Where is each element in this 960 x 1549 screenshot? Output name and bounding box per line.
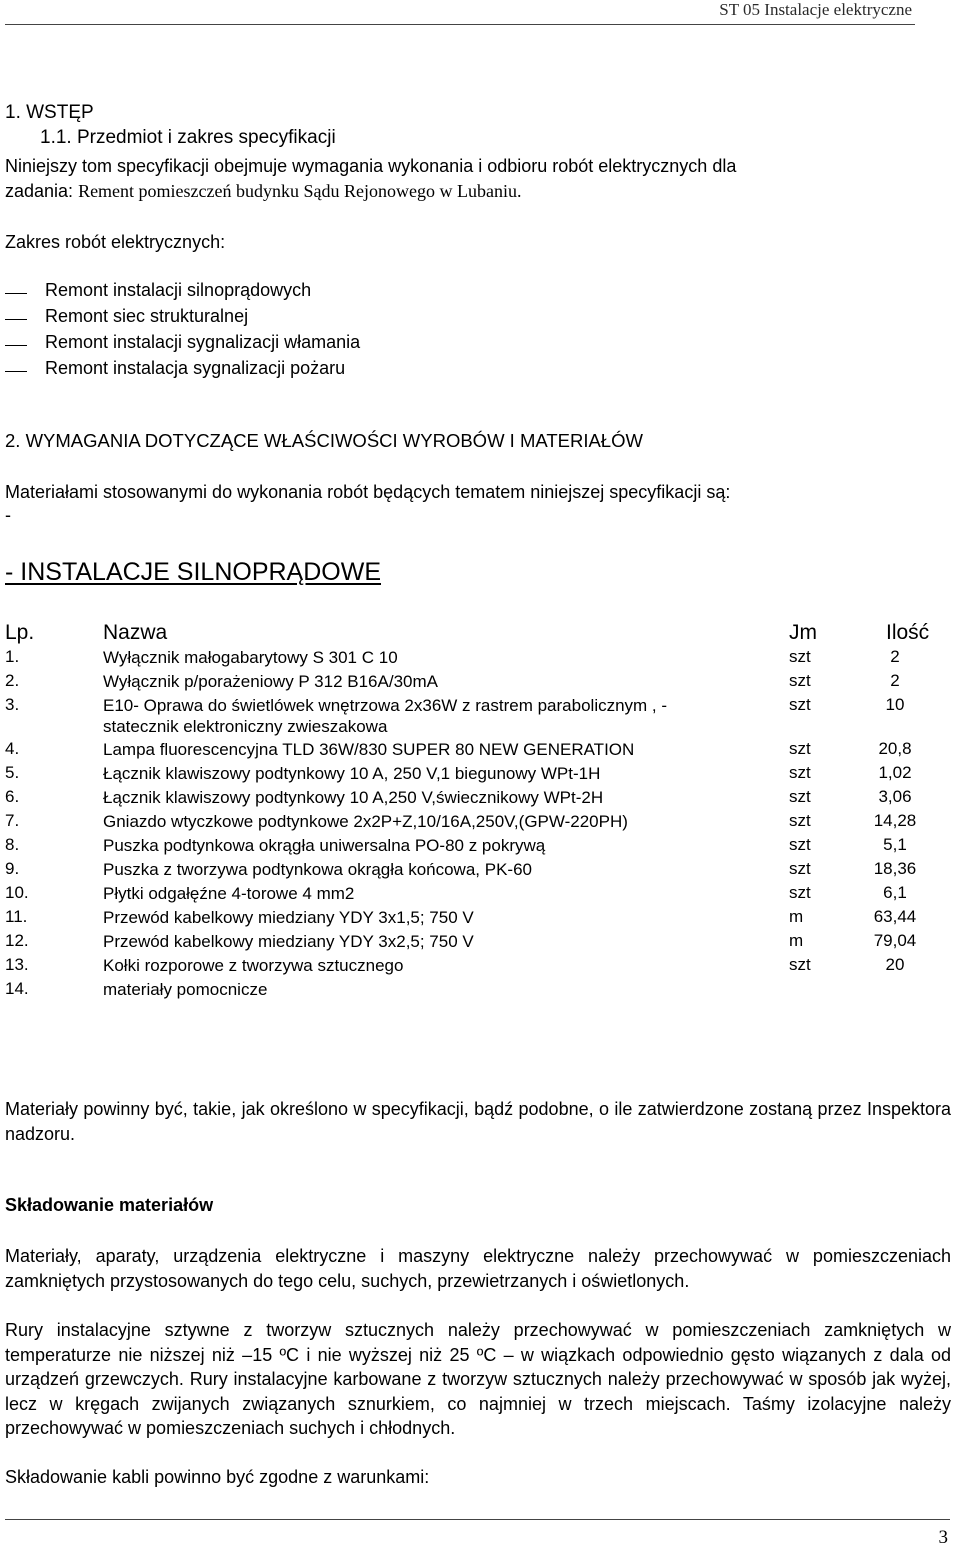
materials-note: Materiały powinny być, takie, jak określono w specyfikacji, bądź podobne, o ile zatwierdzone zostaną przez Inspektora nadzoru. <box>5 1099 951 1144</box>
cell-qty: 3,06 <box>878 787 912 806</box>
table-row <box>0 859 960 883</box>
table-row <box>0 883 960 907</box>
cell-qty: 6,1 <box>883 883 907 902</box>
cell-lp: 4. <box>5 739 20 758</box>
cell-name: Przewód kabelkowy miedziany YDY 3x2,5; 750 V <box>103 932 474 951</box>
column-header-lp: Lp. <box>5 621 35 644</box>
intro-line-1: Niniejszy tom specyfikacji obejmuje wymagania wykonania i odbioru robót elektrycznych dla <box>5 156 737 176</box>
cell-qty: 5,1 <box>883 835 907 854</box>
dash-bullet <box>5 319 27 320</box>
table-row <box>0 907 960 931</box>
table-row <box>0 763 960 787</box>
section-2-heading: 2. WYMAGANIA DOTYCZĄCE WŁAŚCIWOŚCI WYROBÓW I MATERIAŁÓW <box>5 430 643 451</box>
cell-lp: 2. <box>5 671 20 690</box>
stray-dash: - <box>5 505 11 525</box>
cell-lp: 10. <box>5 883 29 902</box>
section-1-1-heading: 1.1. Przedmiot i zakres specyfikacji <box>40 127 336 148</box>
cell-jm: szt <box>789 835 811 854</box>
table-row <box>0 835 960 859</box>
footer-divider <box>5 1519 950 1520</box>
table-row <box>0 811 960 835</box>
cell-lp: 13. <box>5 955 29 974</box>
cell-name: Kołki rozporowe z tworzywa sztucznego <box>103 956 404 975</box>
scope-title: Zakres robót elektrycznych: <box>5 232 226 252</box>
dash-bullet <box>5 371 27 372</box>
section-1-heading: 1. WSTĘP <box>5 102 94 123</box>
subsection-title: - INSTALACJE SILNOPRĄDOWE <box>5 558 381 586</box>
column-header-jm: Jm <box>789 621 817 644</box>
cell-jm: szt <box>789 739 811 758</box>
cell-lp: 5. <box>5 763 20 782</box>
table-row <box>0 739 960 763</box>
project-name: Rement pomieszczeń budynku Sądu Rejonowego w Lubaniu. <box>78 181 522 201</box>
cell-qty: 63,44 <box>873 907 917 926</box>
cell-qty: 79,04 <box>873 931 917 950</box>
cell-lp: 11. <box>5 907 28 926</box>
cell-name: Wyłącznik małogabarytowy S 301 C 10 <box>103 648 398 667</box>
cell-qty: 18,36 <box>873 859 917 878</box>
cell-jm: szt <box>789 647 811 666</box>
dash-bullet <box>5 345 27 346</box>
cell-lp: 7. <box>5 811 20 830</box>
table-row <box>0 979 960 1003</box>
cell-name <box>103 695 763 737</box>
scope-item: Remont instalacji sygnalizacji włamania <box>45 332 361 352</box>
cell-qty: 14,28 <box>873 811 917 830</box>
running-header: ST 05 Instalacje elektryczne <box>719 0 912 19</box>
cell-qty: 2 <box>890 671 900 690</box>
cell-name: Wyłącznik p/porażeniowy P 312 B16A/30mA <box>103 672 438 691</box>
header-divider <box>5 24 915 25</box>
storage-paragraph-3: Składowanie kabli powinno być zgodne z warunkami: <box>5 1467 430 1487</box>
cell-name: Puszka podtynkowa okrągła uniwersalna PO-80 z pokrywą <box>103 836 546 855</box>
table-row <box>0 955 960 979</box>
cell-name: Puszka z tworzywa podtynkowa okrągła końcowa, PK-60 <box>103 860 532 879</box>
cell-name: Łącznik klawiszowy podtynkowy 10 A,250 V,świecznikowy WPt-2H <box>103 788 604 807</box>
page-number: 3 <box>938 1527 948 1548</box>
cell-name: Przewód kabelkowy miedziany YDY 3x1,5; 750 V <box>103 908 474 927</box>
cell-jm: m <box>789 907 804 926</box>
cell-jm: szt <box>789 859 811 878</box>
cell-name: Lampa fluorescencyjna TLD 36W/830 SUPER 80 NEW GENERATION <box>103 740 635 759</box>
cell-lp: 8. <box>5 835 20 854</box>
cell-jm: szt <box>789 811 811 830</box>
intro-line-2 <box>5 179 951 204</box>
cell-jm: szt <box>789 671 811 690</box>
cell-qty: 20,8 <box>878 739 912 758</box>
scope-item: Remont siec strukturalnej <box>45 306 249 326</box>
cell-name-line-1: E10- Oprawa do świetlówek wnętrzowa 2x36W z rastrem parabolicznym , - <box>103 696 668 715</box>
scope-item: Remont instalacji silnoprądowych <box>45 280 312 300</box>
scope-item: Remont instalacja sygnalizacji pożaru <box>45 358 346 378</box>
cell-jm: szt <box>789 763 811 782</box>
table-row <box>0 931 960 955</box>
cell-qty: 20 <box>885 955 905 974</box>
cell-qty: 10 <box>885 695 905 714</box>
materials-intro: Materiałami stosowanymi do wykonania robót będących tematem niniejszej specyfikacji są: <box>5 482 731 502</box>
cell-qty: 1,02 <box>878 763 912 782</box>
cell-name: Płytki odgałęźne 4-torowe 4 mm2 <box>103 884 355 903</box>
cell-jm: szt <box>789 883 811 902</box>
cell-lp: 14. <box>5 979 29 998</box>
column-header-qty: Ilość <box>886 621 930 644</box>
cell-name: materiały pomocnicze <box>103 980 268 999</box>
cell-lp: 6. <box>5 787 20 806</box>
intro-line-2-prefix: zadania: <box>5 181 79 201</box>
storage-heading: Składowanie materiałów <box>5 1195 214 1215</box>
table-row <box>0 787 960 811</box>
cell-lp: 3. <box>5 695 20 714</box>
dash-bullet <box>5 293 27 294</box>
cell-jm: m <box>789 931 804 950</box>
cell-name-line-2: statecznik elektroniczny zwieszakowa <box>103 717 388 736</box>
cell-qty: 2 <box>890 647 900 666</box>
table-row <box>0 695 960 736</box>
cell-jm: szt <box>789 787 811 806</box>
cell-lp: 12. <box>5 931 29 950</box>
table-row <box>0 671 960 695</box>
cell-jm: szt <box>789 955 811 974</box>
cell-name: Łącznik klawiszowy podtynkowy 10 A, 250 V,1 biegunowy WPt-1H <box>103 764 601 783</box>
cell-lp: 1. <box>5 647 20 666</box>
column-header-name: Nazwa <box>103 621 168 644</box>
cell-jm: szt <box>789 695 811 714</box>
cell-name: Gniazdo wtyczkowe podtynkowe 2x2P+Z,10/16A,250V,(GPW-220PH) <box>103 812 628 831</box>
table-row <box>0 647 960 671</box>
storage-paragraph-1: Materiały, aparaty, urządzenia elektryczne i maszyny elektryczne należy przechowywać w pomieszczeniach zamkniętych przystosowanych do tego celu, suchych, przewietrzanych i oświetlonych. <box>5 1246 951 1291</box>
storage-paragraph-2: Rury instalacyjne sztywne z tworzyw sztucznych należy przechowywać w pomieszczeniach zamkniętych w temperaturze nie niższej niż –15 ºC i nie wyższej niż 25 ºC – w wiązkach odpowiednio gęsto wiązanych z dala od urządzeń grzewczych. Rury instalacyjne karbowane z tworzyw sztucznych należy przechowywać w sposób jak wyżej, lecz w kręgach zwijanych związanych sznurkiem, co najmniej w trzech miejscach. Taśmy izolacyjne należy przechowywać w pomieszczeniach suchych i chłodnych. <box>5 1320 951 1438</box>
cell-lp: 9. <box>5 859 20 878</box>
